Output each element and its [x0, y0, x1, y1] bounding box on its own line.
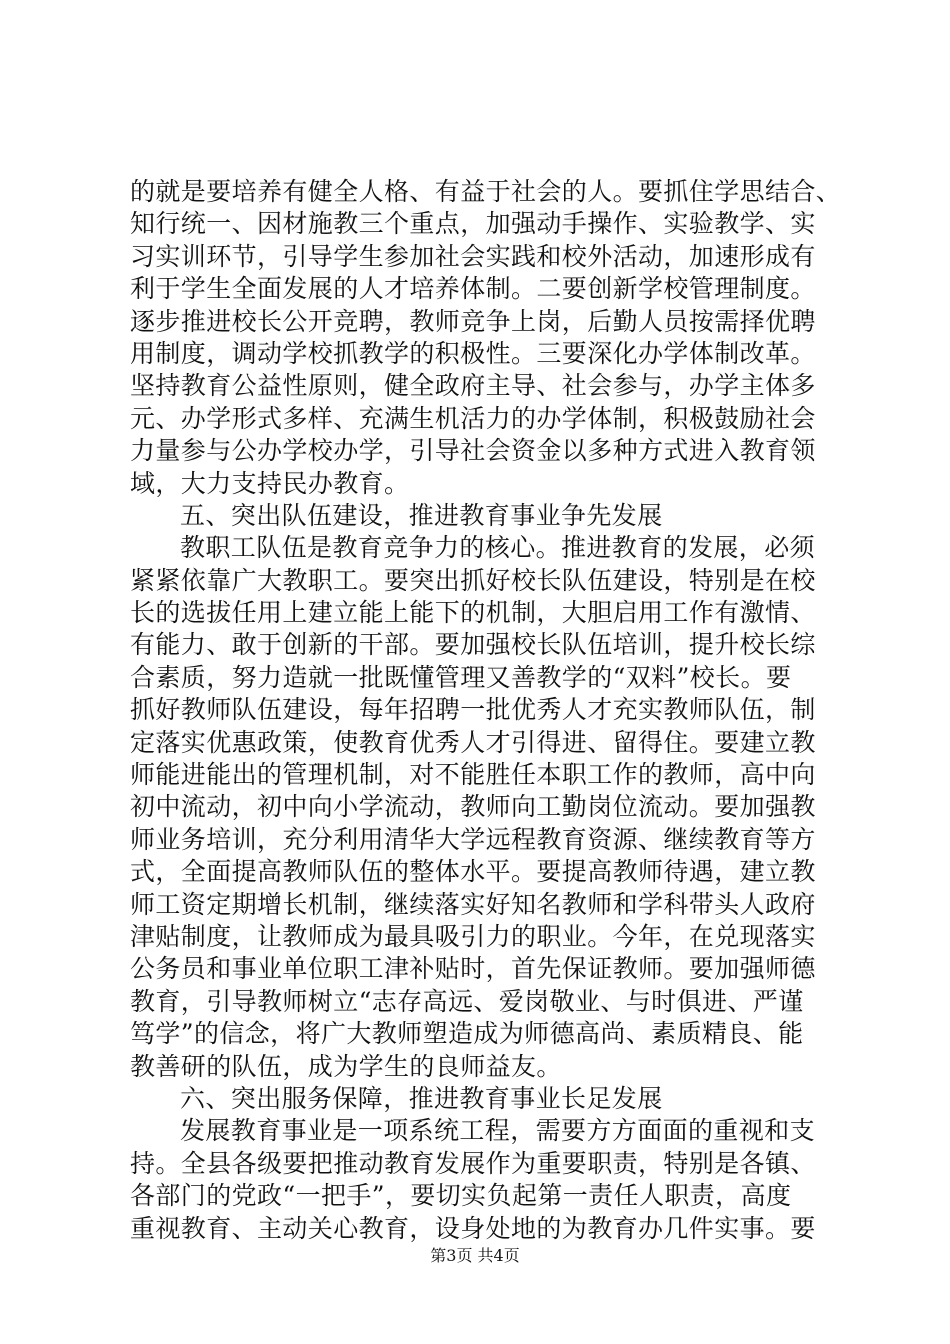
text-line: 式，全面提高教师队伍的整体水平。要提高教师待遇，建立教 [130, 857, 816, 887]
text-line: 笃学”的信念，将广大教师塑造成为师德高尚、素质精良、能 [130, 1019, 804, 1049]
text-line: 教善研的队伍，成为学生的良师益友。 [130, 1051, 562, 1081]
text-line: 长的选拔任用上建立能上能下的机制，大胆启用工作有激情、 [130, 598, 816, 628]
body-text [130, 176, 842, 1245]
text-line: 逐步推进校长公开竞聘，教师竞争上岗，后勤人员按需择优聘 [130, 306, 816, 336]
text-line: 教育，引导教师树立“志存高远、爱岗敬业、与时俱进、严谨 [130, 986, 804, 1016]
text-line: 用制度，调动学校抓教学的积极性。三要深化办学体制改革。 [130, 338, 816, 368]
text-line: 力量参与公办学校办学，引导社会资金以多种方式进入教育领 [130, 436, 816, 466]
text-line: 的就是要培养有健全人格、有益于社会的人。要抓住学思结合、 [130, 177, 842, 206]
text-line: 元、办学形式多样、充满生机活力的办学体制，积极鼓励社会 [130, 403, 816, 433]
paragraph-first-line: 发展教育事业是一项系统工程，需要方方面面的重视和支 [180, 1116, 816, 1146]
text-line: 紧紧依靠广大教职工。要突出抓好校长队伍建设，特别是在校 [130, 565, 816, 595]
section-heading: 六、突出服务保障，推进教育事业长足发展 [180, 1083, 663, 1113]
section-heading: 五、突出队伍建设，推进教育事业争先发展 [180, 500, 663, 530]
text-line: 定落实优惠政策，使教育优秀人才引得进、留得住。要建立教 [130, 727, 816, 757]
text-line: 抓好教师队伍建设，每年招聘一批优秀人才充实教师队伍，制 [130, 695, 816, 725]
text-line: 持。全县各级要把推动教育发展作为重要职责，特别是各镇、 [130, 1148, 816, 1178]
text-line: 津贴制度，让教师成为最具吸引力的职业。今年，在兑现落实 [130, 921, 816, 951]
text-line: 公务员和事业单位职工津补贴时，首先保证教师。要加强师德 [130, 954, 816, 984]
text-line: 坚持教育公益性原则，健全政府主导、社会参与，办学主体多 [130, 371, 816, 401]
text-line: 各部门的党政“一把手”，要切实负起第一责任人职责，高度 [130, 1181, 792, 1211]
text-line: 合素质，努力造就一批既懂管理又善教学的“双料”校长。要 [130, 662, 792, 692]
text-line: 知行统一、因材施教三个重点，加强动手操作、实验教学、实 [130, 209, 816, 239]
text-line: 师业务培训，充分利用清华大学远程教育资源、继续教育等方 [130, 824, 816, 854]
paragraph-first-line: 教职工队伍是教育竞争力的核心。推进教育的发展，必须 [180, 533, 816, 563]
text-line: 重视教育、主动关心教育，设身处地的为教育办几件实事。要 [130, 1213, 816, 1243]
text-line: 初中流动，初中向小学流动，教师向工勤岗位流动。要加强教 [130, 792, 816, 822]
page-number-footer: 第3页 共4页 [430, 1246, 520, 1265]
text-line: 师能进能出的管理机制，对不能胜任本职工作的教师，高中向 [130, 760, 816, 790]
text-line: 习实训环节，引导学生参加社会实践和校外活动，加速形成有 [130, 241, 816, 271]
text-line: 有能力、敢于创新的干部。要加强校长队伍培训，提升校长综 [130, 630, 816, 660]
text-line: 利于学生全面发展的人才培养体制。二要创新学校管理制度。 [130, 274, 816, 304]
text-line: 师工资定期增长机制，继续落实好知名教师和学科带头人政府 [130, 889, 816, 919]
text-line: 域，大力支持民办教育。 [130, 468, 410, 498]
